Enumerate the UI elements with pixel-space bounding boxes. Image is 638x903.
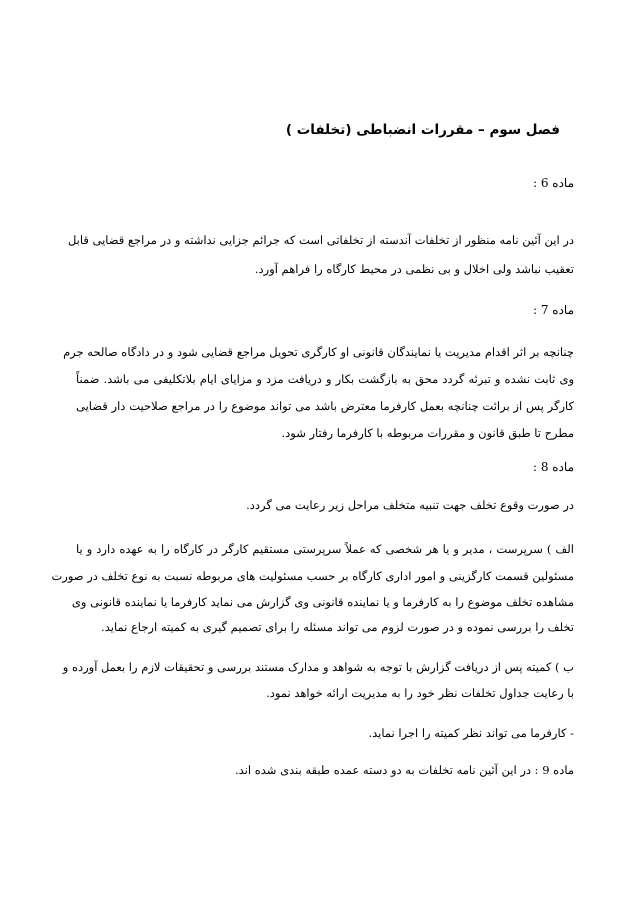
article-8-intro: در صورت وقوع تخلف جهت تنبیه متخلف مراحل زیر رعایت می گردد.: [246, 498, 574, 512]
article-7-line-2: وی ثابت نشده و تبرئه گردد محق به بازگشت بکار و دریافت مزد و مزایای ایام بلاتکلیفی می باشد. ضمناً: [76, 372, 574, 386]
article-7-line-4: مطرح تا طبق قانون و مقررات مربوطه با کارفرما رفتار شود.: [281, 426, 574, 440]
article-8-note: - کارفرما می تواند نظر کمیته را اجرا نماید.: [368, 726, 574, 740]
article-8-clause-a-line-2: مسئولین قسمت کارگزینی و امور اداری کارگاه بر حسب مسئولیت های مربوطه نسبت به نوع تخلف در صورت: [51, 569, 574, 583]
chapter-title: فصل سوم – مقررات انضباطی (تخلفات ): [285, 122, 560, 138]
article-8-clause-b-line-1: ب ) کمیته پس از دریافت گزارش با توجه به شواهد و مدارک مستند بررسی و تحقیقات لازم را بعمل آورده و: [62, 660, 574, 674]
article-9-text: ماده 9 : در این آئین نامه تخلفات به دو دسته عمده طبقه بندی شده اند.: [234, 763, 574, 777]
article-7-line-1: چنانچه بر اثر اقدام مدیریت یا نمایندگان قانونی او کارگری تحویل مراجع قضایی شود و در دادگاه صالحه جرم: [63, 345, 574, 359]
article-8-clause-a-line-4: تخلف را بررسی نموده و در صورت لزوم می تواند مسئله را برای تصمیم گیری به کمیته ارجاع نماید.: [101, 620, 574, 634]
article-6-heading: ماده 6 :: [532, 176, 574, 190]
article-8-clause-b-line-2: با رعایت جداول تخلفات نظر خود را به مدیریت ارائه خواهد نمود.: [266, 686, 574, 700]
article-8-clause-a-line-1: الف ) سرپرست ، مدیر و یا هر شخصی که عملاً سرپرستی مستقیم کارگر در کارگاه را به عهده دارد و یا: [76, 542, 574, 556]
article-8-clause-a-line-3: مشاهده تخلف موضوع را به کارفرما و یا نماینده قانونی وی گزارش می نماید کارفرما یا نماینده قانونی وی: [71, 595, 574, 609]
article-7-line-3: کارگر پس از برائت چنانچه بعمل کارفرما معترض باشد می تواند موضوع را در مراجع صلاحیت دار قضایی: [76, 399, 574, 413]
article-6-line-2: تعقیب نباشد ولی اخلال و بی نظمی در محیط کارگاه را فراهم آورد.: [254, 262, 574, 276]
article-7-heading: ماده 7 :: [532, 303, 574, 317]
article-6-line-1: در این آئین نامه منظور از تخلفات آندسته از تخلفاتی است که جرائم جزایی نداشته و در مراجع قضایی قابل: [67, 233, 574, 247]
article-8-heading: ماده 8 :: [532, 460, 574, 474]
